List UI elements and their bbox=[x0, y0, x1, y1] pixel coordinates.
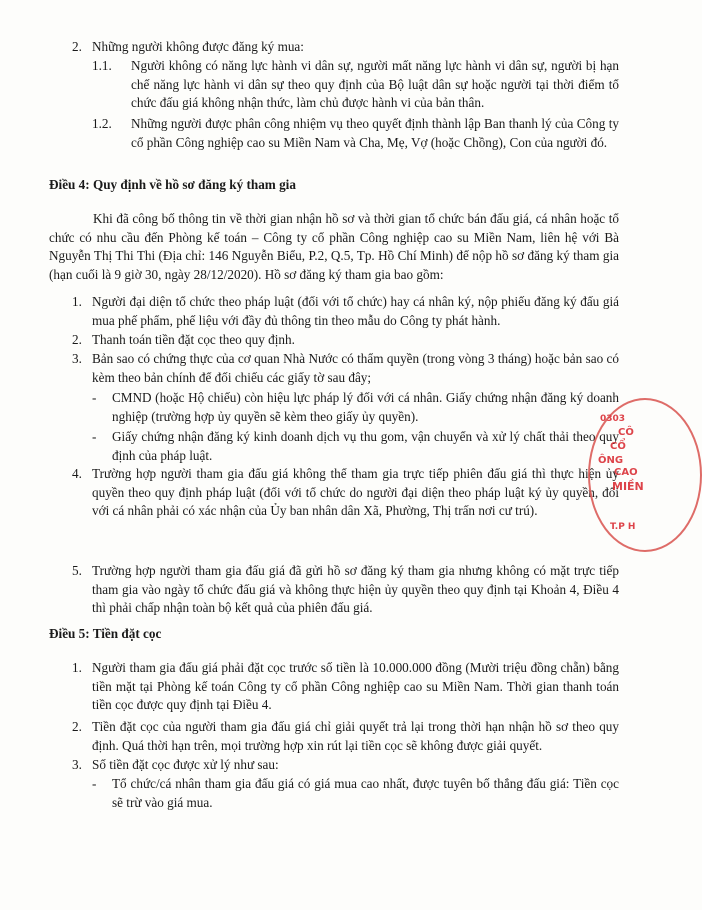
stamp-text: 0303 bbox=[600, 414, 626, 424]
list-heading: Những người không được đăng ký mua: bbox=[92, 39, 304, 54]
list-item: Bản sao có chứng thực của cơ quan Nhà Nước có thẩm quyền (trong vòng 3 tháng) hoặc bản sao có kèm theo bản chính để đối chiếu các giấy tờ sau đây; bbox=[92, 351, 619, 385]
article-5-title: Điều 5: Tiền đặt cọc bbox=[49, 626, 162, 641]
list-number: 1. bbox=[72, 294, 82, 309]
stamp-text: CÔ bbox=[618, 427, 634, 438]
bullet-item: Giấy chứng nhận đăng ký kinh doanh dịch vụ thu gom, vận chuyển và xử lý chất thải theo quy định của pháp luật. bbox=[112, 429, 619, 463]
list-item: Thanh toán tiền đặt cọc theo quy định. bbox=[92, 332, 295, 347]
stamp-text: T.P H bbox=[610, 522, 636, 532]
bullet-item: Tổ chức/cá nhân tham gia đấu giá có giá mua cao nhất, được tuyên bố thắng đấu giá: Tiền cọc sẽ trừ vào giá mua. bbox=[112, 776, 619, 810]
sub-item-number: 1.1. bbox=[92, 58, 112, 73]
bullet-dash: - bbox=[92, 390, 97, 405]
list-number: 5. bbox=[72, 563, 82, 578]
list-number: 2. bbox=[72, 332, 82, 347]
list-item: Người tham gia đấu giá phải đặt cọc trước số tiền là 10.000.000 đồng (Mười triệu đồng chẵn) bằng tiền mặt tại Phòng kế toán Công ty cổ phần Công nghiệp cao su Miền Nam. Thời gian thanh toán tiền cọc được quy định tại Điều 4. bbox=[92, 660, 619, 712]
article-4-intro: Khi đã công bố thông tin về thời gian nhận hồ sơ và thời gian tổ chức bán đấu giá, cá nhân hoặc tổ chức có nhu cầu đến Phòng kế toán – Công ty cổ phần Công nghiệp cao su Miền Nam, liên hệ với Bà Nguyễn Thị Thi Thi (Địa chỉ: 146 Nguyễn Biểu, P.2, Q.5, Tp. Hồ Chí Minh) để nộp hồ sơ đăng ký tham gia (hạn cuối là 9 giờ 30, ngày 28/12/2020). Hồ sơ đăng ký tham gia bao gồm: bbox=[49, 211, 619, 282]
list-item: Người đại diện tổ chức theo pháp luật (đối với tổ chức) hay cá nhân ký, nộp phiếu đăng ký đấu giá mua phế phẩm, phế liệu với đầy đủ thông tin theo mẫu do Công ty phát hành. bbox=[92, 294, 619, 328]
company-stamp bbox=[588, 398, 702, 552]
article-4-title: Điều 4: Quy định về hồ sơ đăng ký tham gia bbox=[49, 177, 296, 192]
stamp-text: MIỀN bbox=[612, 480, 644, 493]
list-item: Trường hợp người tham gia đấu giá đã gửi hồ sơ đăng ký tham gia nhưng không có mặt trực tiếp tham gia vào ngày tổ chức đấu giá và không thực hiện ủy quyền theo quy định tại Khoản 4, Điều 4 thì phải chấp nhận toàn bộ kết quả của phiên đấu giá. bbox=[92, 563, 619, 615]
list-number: 2. bbox=[72, 39, 82, 54]
bullet-dash: - bbox=[92, 776, 97, 791]
list-number: 3. bbox=[72, 757, 82, 772]
list-item: Tiền đặt cọc của người tham gia đấu giá chỉ giải quyết trả lại trong thời hạn nhận hồ sơ theo quy định. Quá thời hạn trên, mọi trường hợp xin rút lại tiền cọc sẽ không được giải quyết. bbox=[92, 719, 619, 753]
list-item: Trường hợp người tham gia đấu giá không thể tham gia trực tiếp phiên đấu giá thì thực hiện ủy quyền theo quy định pháp luật (đối với tổ chức do người đại diện theo pháp luật ký ủy quyền, đối với cá nhân phải có xác nhận của Ủy ban nhân dân Xã, Phường, Thị trấn nơi cư trú). bbox=[92, 466, 619, 518]
list-number: 1. bbox=[72, 660, 82, 675]
list-number: 4. bbox=[72, 466, 82, 481]
sub-item-text: Những người được phân công nhiệm vụ theo quyết định thành lập Ban thanh lý của Công ty cổ phần Công nghiệp cao su Miền Nam và Cha, Mẹ, Vợ (hoặc Chồng), Con của người đó. bbox=[131, 116, 619, 150]
stamp-text: ÔNG bbox=[598, 455, 624, 466]
list-item: Số tiền đặt cọc được xử lý như sau: bbox=[92, 757, 279, 772]
bullet-item: CMND (hoặc Hộ chiếu) còn hiệu lực pháp lý đối với cá nhân. Giấy chứng nhận đăng ký doanh nghiệp (trường hợp ủy quyền sẽ kèm theo giấy ủy quyền). bbox=[112, 390, 619, 424]
list-number: 3. bbox=[72, 351, 82, 366]
sub-item-number: 1.2. bbox=[92, 116, 112, 131]
stamp-text: CAO bbox=[614, 467, 638, 478]
stamp-text: CỔ bbox=[610, 441, 626, 452]
sub-item-text: Người không có năng lực hành vi dân sự, người mất năng lực hành vi dân sự, người bị hạn chế năng lực hành vi dân sự theo quy định của Bộ luật dân sự hoặc người tại thời điểm tổ chức đấu giá không nhận thức, làm chủ được hành vi của bản thân. bbox=[131, 58, 619, 110]
list-number: 2. bbox=[72, 719, 82, 734]
bullet-dash: - bbox=[92, 429, 97, 444]
